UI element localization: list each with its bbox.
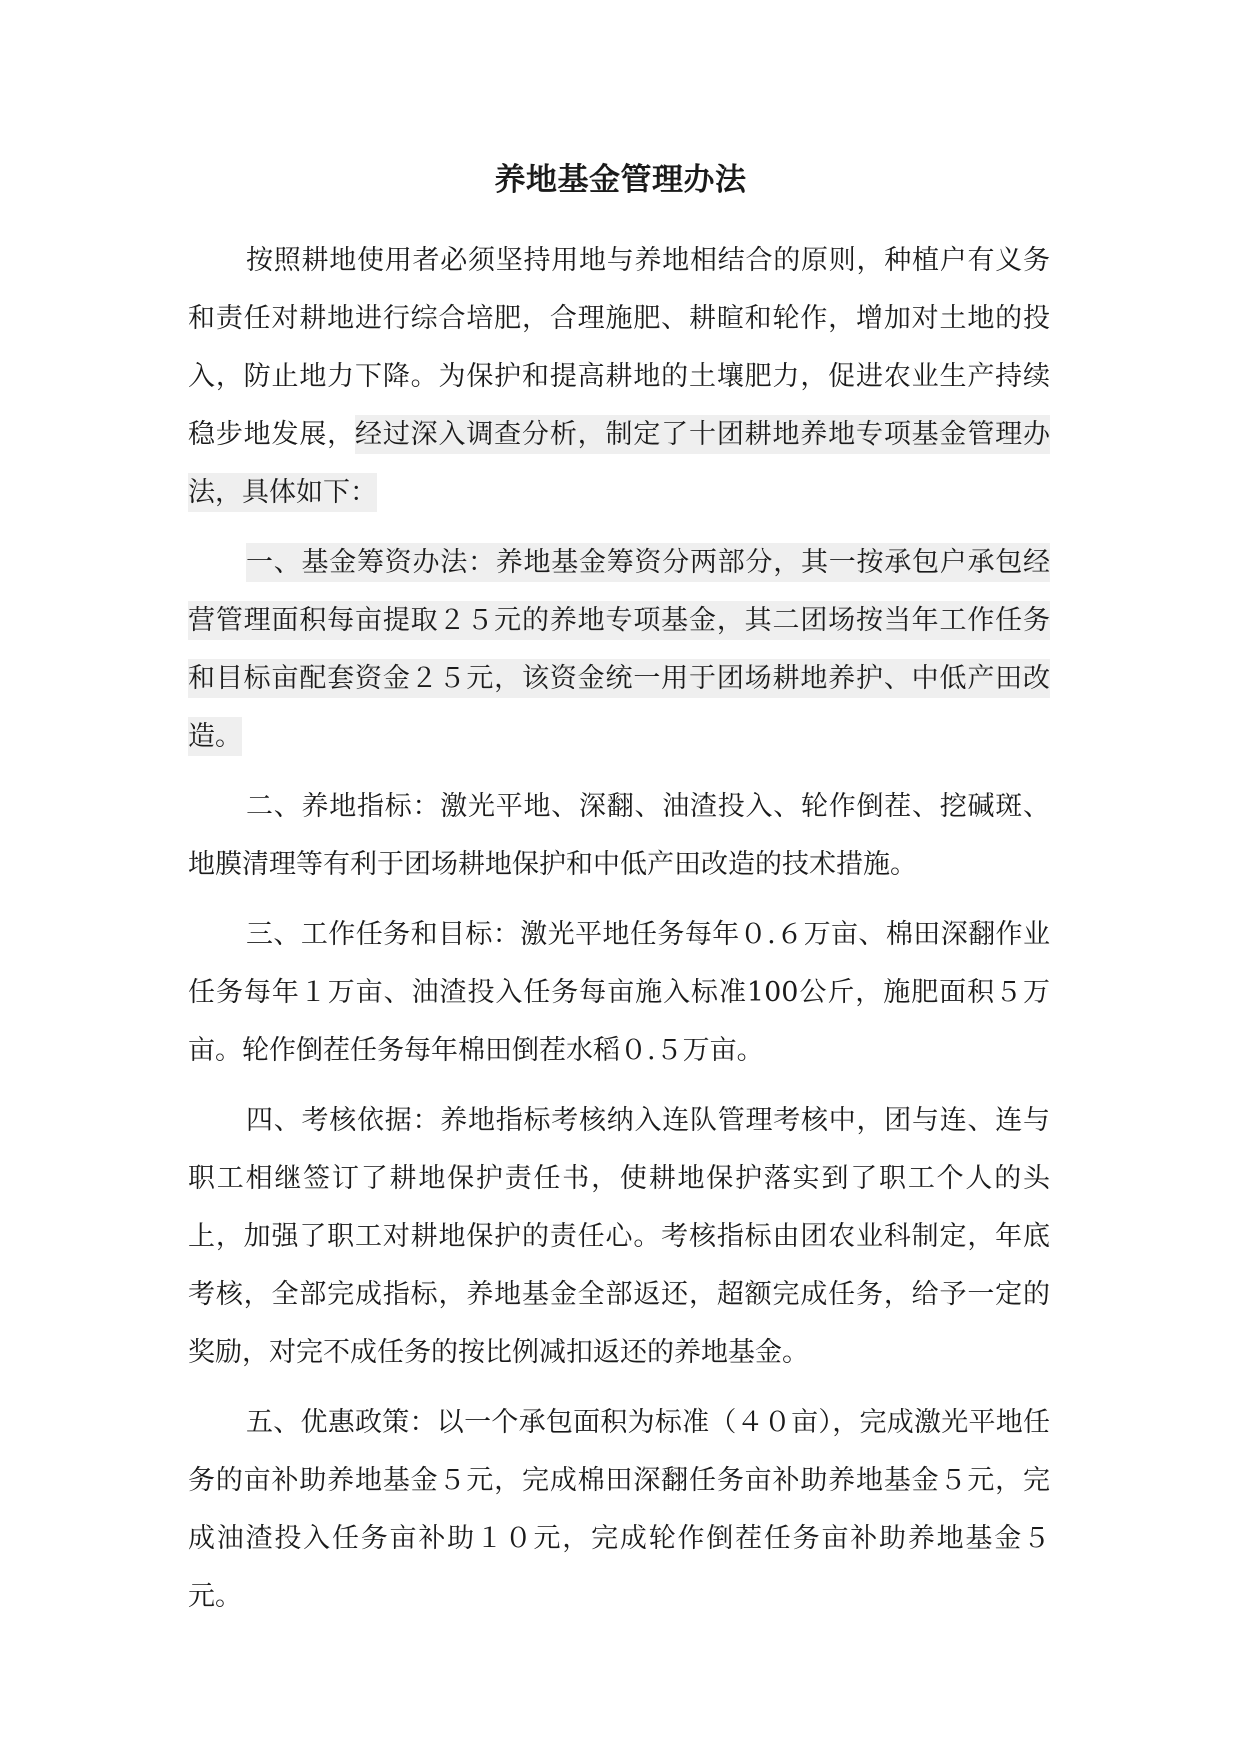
intro-highlighted-text: 经过深入调查分析，制定了十团耕地养地专项基金管理办法，具体如下：	[188, 415, 1050, 512]
document-body	[188, 232, 1050, 1626]
intro-paragraph	[188, 232, 1050, 522]
section-1-text: 一、基金筹资办法：养地基金筹资分两部分，其一按承包户承包经营管理面积每亩提取２５元的养地专项基金，其二团场按当年工作任务和目标亩配套资金２５元，该资金统一用于团场耕地养护、中低产田改造。	[188, 543, 1050, 756]
section-5-paragraph: 五、优惠政策：以一个承包面积为标准（４０亩），完成激光平地任务的亩补助养地基金５元，完成棉田深翻任务亩补助养地基金５元，完成油渣投入任务亩补助１０元，完成轮作倒茬任务亩补助养地基金５元。	[188, 1407, 1050, 1612]
intro-text: 按照耕地使用者必须坚持用地与养地相结合的原则，种植户有义务和责任对耕地进行综合培肥，合理施肥、耕暄和轮作，增加对土地的投入，防止地力下降。为保护和提高耕地的土壤肥力，促进农业生产持续稳步地发展，	[188, 245, 1050, 450]
document-title: 养地基金管理办法	[494, 162, 747, 198]
section-4-paragraph: 四、考核依据：养地指标考核纳入连队管理考核中，团与连、连与职工相继签订了耕地保护责任书，使耕地保护落实到了职工个人的头上，加强了职工对耕地保护的责任心。考核指标由团农业科制定，年底考核，全部完成指标，养地基金全部返还，超额完成任务，给予一定的奖励，对完不成任务的按比例减扣返还的养地基金。	[188, 1105, 1050, 1368]
section-1-paragraph	[188, 534, 1050, 766]
section-2-paragraph: 二、养地指标：激光平地、深翻、油渣投入、轮作倒茬、挖碱斑、地膜清理等有利于团场耕地保护和中低产田改造的技术措施。	[188, 791, 1050, 880]
section-3-paragraph: 三、工作任务和目标：激光平地任务每年０.６万亩、棉田深翻作业任务每年１万亩、油渣投入任务每亩施入标准100公斤，施肥面积５万亩。轮作倒茬任务每年棉田倒茬水稻０.５万亩。	[188, 919, 1050, 1066]
